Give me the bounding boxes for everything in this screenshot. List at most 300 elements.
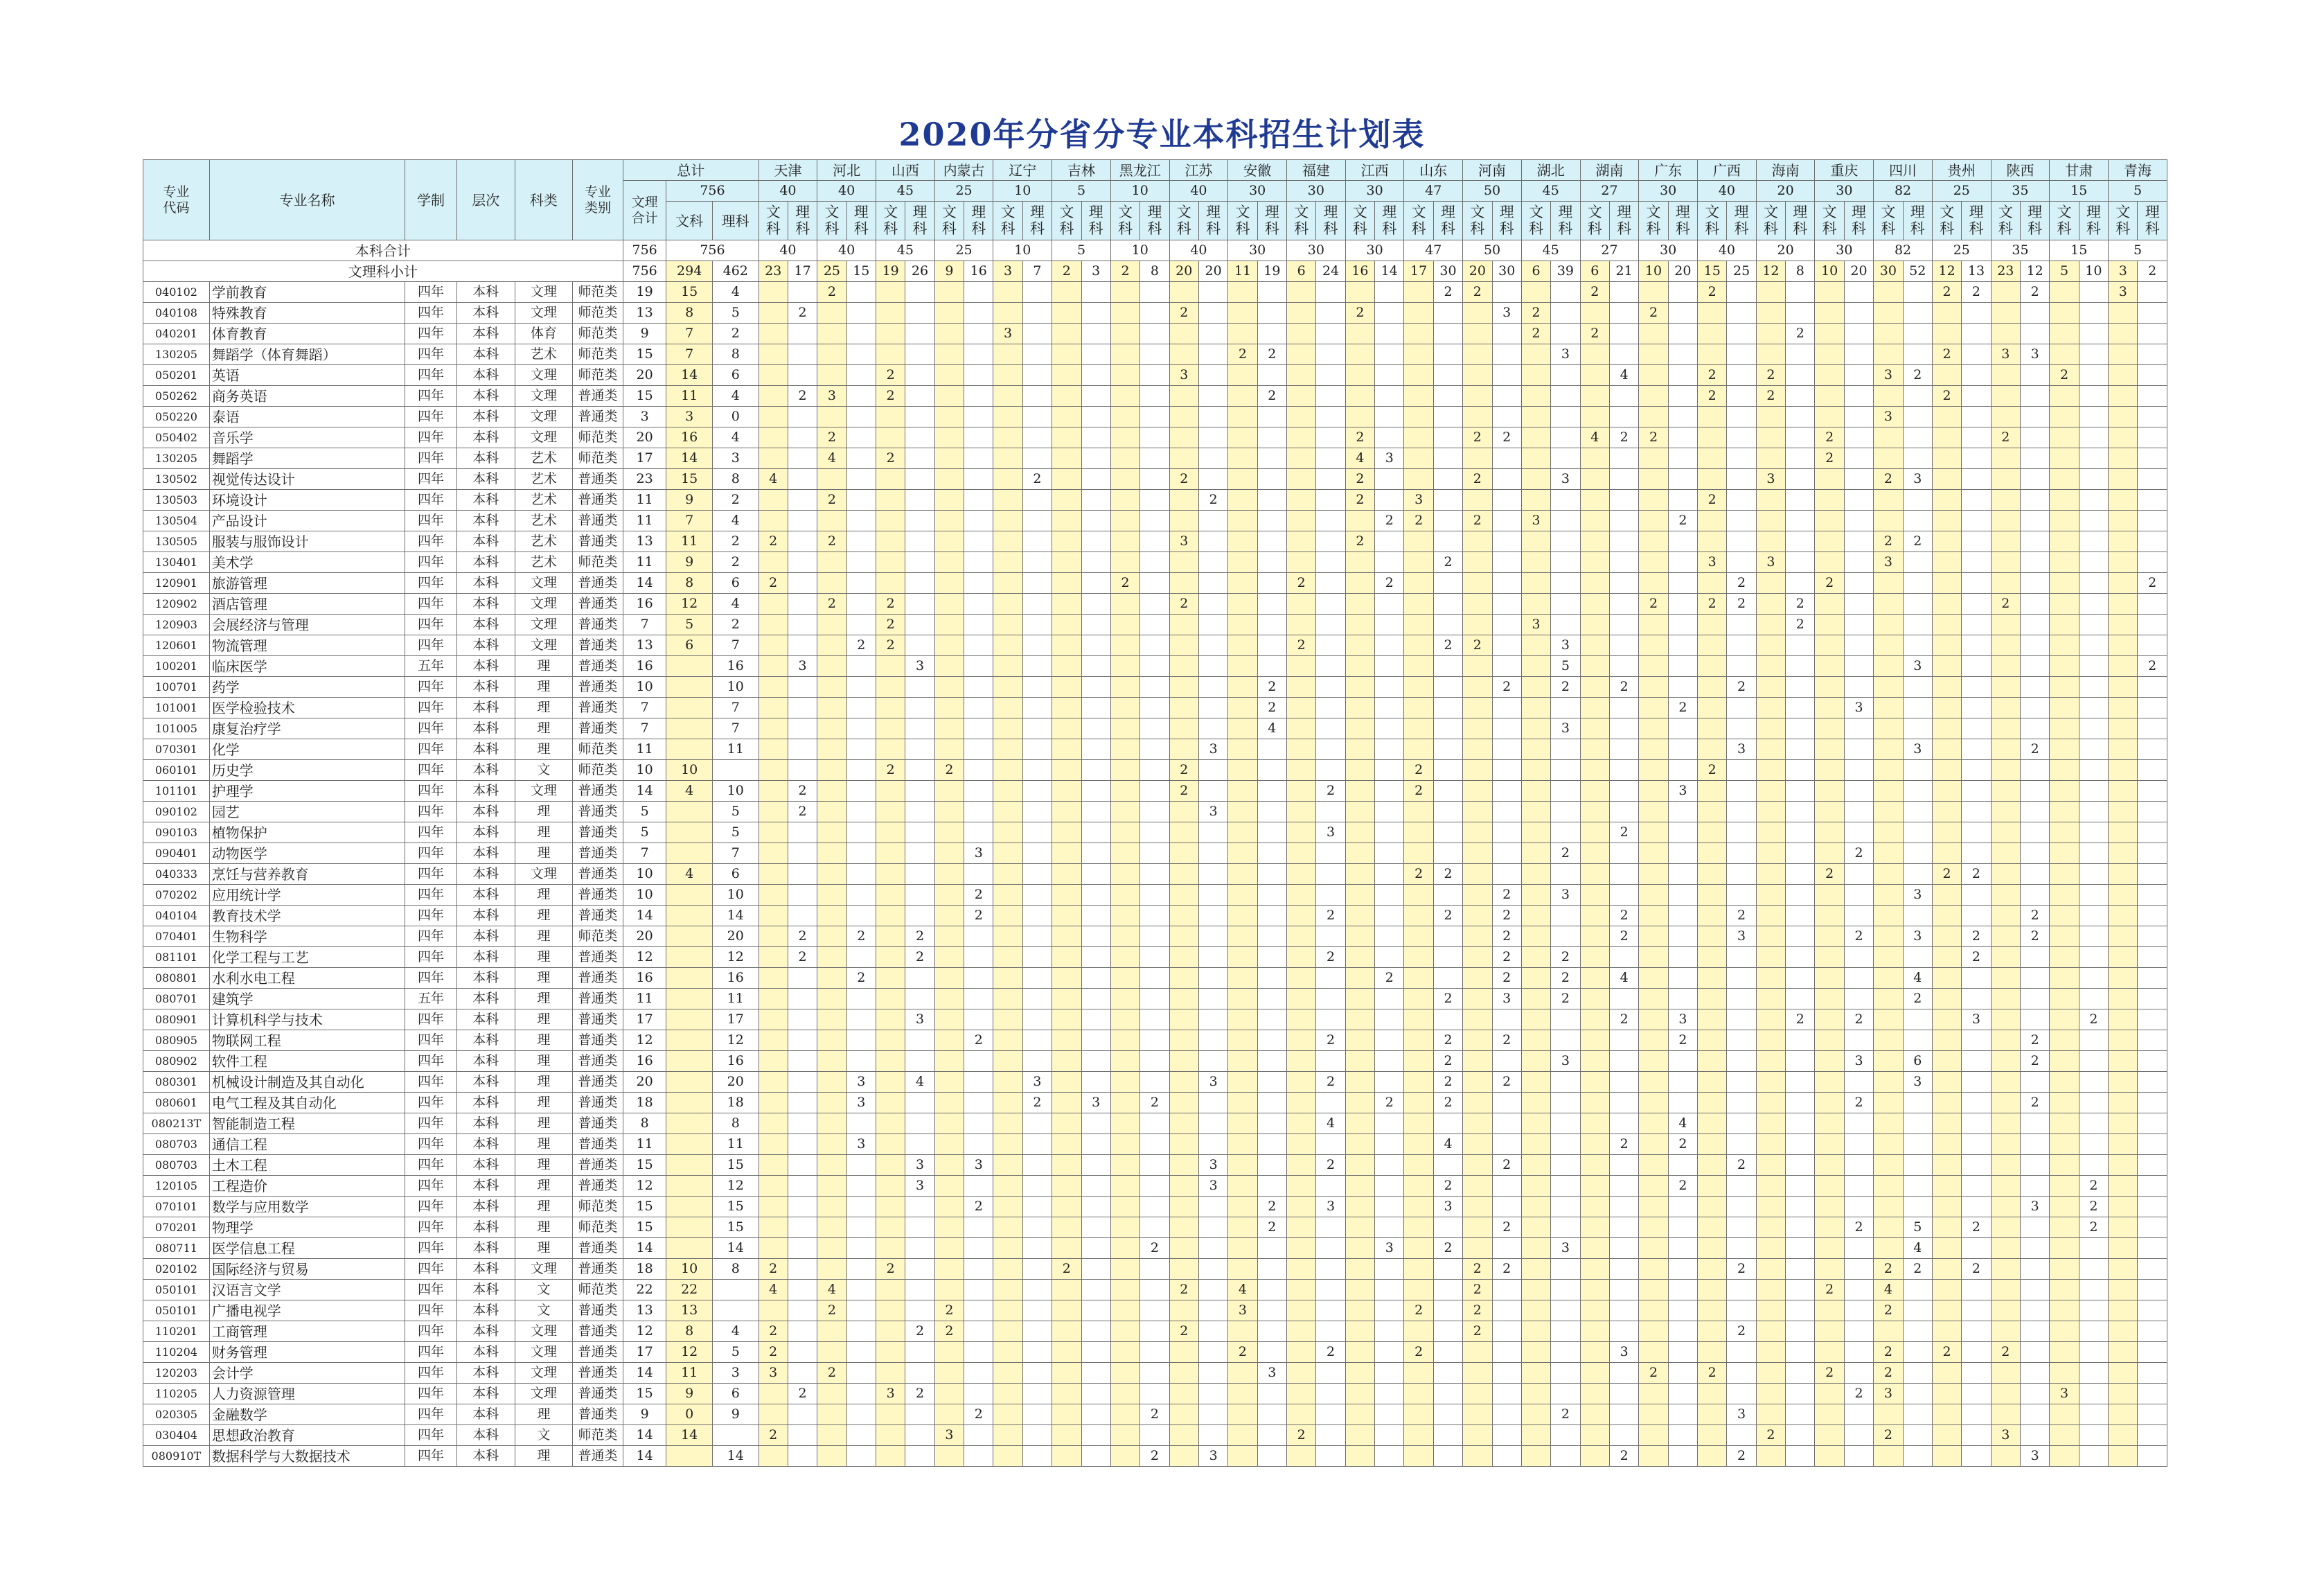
province-science-cell [1903, 1446, 1932, 1467]
major-name: 软件工程 [209, 1051, 405, 1072]
province-science-cell [1668, 531, 1697, 552]
province-science-cell [2021, 802, 2050, 822]
province-arts-cell [1932, 677, 1961, 698]
province-arts-cell [1874, 1134, 1903, 1155]
province-arts-cell [1052, 324, 1081, 344]
arts-total: 10 [666, 1259, 713, 1280]
province-science-cell [788, 365, 817, 386]
summary-province-arts: 6 [1580, 261, 1609, 282]
table-row [143, 1113, 2167, 1134]
province-arts-cell [1287, 1197, 1316, 1217]
province-science-cell [1786, 344, 1815, 365]
province-arts-cell [1228, 324, 1257, 344]
category: 普通类 [573, 1176, 623, 1197]
province-arts-cell [934, 968, 964, 989]
province-arts-cell [1991, 989, 2020, 1009]
province-science-cell [1903, 1093, 1932, 1113]
province-arts-cell [876, 573, 905, 594]
province-science-cell [964, 303, 993, 324]
province-science-cell [1668, 1425, 1697, 1446]
province-science-cell: 3 [788, 656, 817, 677]
province-science-cell [1022, 407, 1052, 427]
province-science-cell [1844, 1238, 1873, 1259]
province-science-cell [1433, 926, 1462, 947]
province-arts-cell [934, 739, 964, 760]
province-arts-cell [1580, 1342, 1609, 1363]
province-science-cell [1844, 1134, 1873, 1155]
province-science-cell [1081, 469, 1110, 490]
province-arts-cell [934, 864, 964, 885]
province-arts-cell [1345, 1446, 1374, 1467]
province-arts-cell [2109, 1321, 2138, 1342]
province-arts-cell [2109, 947, 2138, 968]
province-arts-cell [993, 1259, 1022, 1280]
science-total: 12 [712, 947, 759, 968]
province-science-cell [1962, 781, 1991, 802]
arts-total [666, 1176, 713, 1197]
province-science-cell [1140, 1363, 1169, 1384]
arts-total: 14 [666, 365, 713, 386]
province-arts-cell [993, 427, 1022, 448]
province-science-cell [1433, 407, 1462, 427]
province-science-cell [1198, 594, 1227, 615]
province-arts-cell [1404, 1363, 1433, 1384]
province-science-cell [1551, 822, 1580, 843]
combined-total: 7 [623, 718, 666, 739]
province-arts-cell [1228, 1238, 1257, 1259]
province-science-cell: 2 [1316, 947, 1345, 968]
province-science-cell [1786, 427, 1815, 448]
province-science-cell: 2 [1257, 677, 1286, 698]
province-science-cell [1844, 615, 1873, 635]
province-arts-cell [1815, 1300, 1844, 1321]
province-science-cell: 2 [1962, 947, 1991, 968]
province-arts-cell [1169, 656, 1198, 677]
province-science-cell [2138, 1384, 2167, 1404]
province-arts-cell [759, 1030, 788, 1051]
province-science-cell [1257, 365, 1286, 386]
province-science-cell [1609, 615, 1638, 635]
province-arts-cell [1698, 344, 1727, 365]
province-arts-cell [1874, 1051, 1903, 1072]
province-science-cell [1433, 698, 1462, 718]
province-science-cell [2079, 698, 2108, 718]
province-science-cell [1257, 989, 1286, 1009]
science-total [712, 760, 759, 781]
province-science-cell [788, 968, 817, 989]
province-science-cell [1962, 656, 1991, 677]
province-arts-cell [1052, 1176, 1081, 1197]
major-name: 医学信息工程 [209, 1238, 405, 1259]
major-name: 生物科学 [209, 926, 405, 947]
province-science-cell [2021, 656, 2050, 677]
province-arts-cell: 3 [1521, 615, 1550, 635]
province-science-cell [2021, 386, 2050, 407]
summary-province-total: 50 [1463, 240, 1522, 261]
province-science-cell [964, 926, 993, 947]
province-arts-cell: 2 [1815, 573, 1844, 594]
level: 本科 [456, 1093, 515, 1113]
province-arts-cell [759, 386, 788, 407]
province-arts-cell [934, 802, 964, 822]
province-science-cell: 3 [905, 1155, 934, 1176]
province-science-cell: 3 [1727, 1404, 1756, 1425]
arts-total: 7 [666, 324, 713, 344]
province-science-cell [1727, 1384, 1756, 1404]
province-science-cell [1786, 1072, 1815, 1093]
province-science-cell [2079, 531, 2108, 552]
table-row [143, 1176, 2167, 1197]
major-code: 050402 [143, 427, 210, 448]
province-arts-cell [1698, 781, 1727, 802]
province-science-cell [1140, 822, 1169, 843]
science-total: 15 [712, 1197, 759, 1217]
province-science-cell: 2 [1433, 282, 1462, 303]
province-science-cell: 2 [1844, 926, 1873, 947]
summary-province-total: 40 [1698, 240, 1757, 261]
province-science-cell [1844, 282, 1873, 303]
province-arts-cell [993, 926, 1022, 947]
province-arts-cell [1580, 1113, 1609, 1134]
province-arts-cell [1639, 989, 1668, 1009]
province-arts-cell [1639, 552, 1668, 573]
province-science-cell [1492, 1134, 1521, 1155]
province-arts-cell [759, 407, 788, 427]
province-science-cell [788, 427, 817, 448]
province-arts-cell [1580, 1030, 1609, 1051]
province-science-cell [1316, 926, 1345, 947]
province-science-cell [1609, 1363, 1638, 1384]
province-arts-cell: 2 [1991, 594, 2020, 615]
category: 师范类 [573, 552, 623, 573]
province-science-cell [846, 802, 876, 822]
province-science-cell [1903, 906, 1932, 926]
province-arts-cell [1991, 739, 2020, 760]
province-science-cell [1198, 760, 1227, 781]
province-arts-cell [1345, 1342, 1374, 1363]
province-arts-cell [1463, 906, 1492, 926]
province-science-cell [1551, 802, 1580, 822]
province-arts-cell [1815, 303, 1844, 324]
subject: 文理 [515, 427, 573, 448]
province-science-cell [1668, 344, 1697, 365]
province-arts-cell [1110, 802, 1139, 822]
header-province-name: 黑龙江 [1110, 160, 1169, 181]
province-science-cell [846, 511, 876, 531]
summary-province-arts: 12 [1932, 261, 1961, 282]
province-science-cell [1786, 1384, 1815, 1404]
province-arts-cell [934, 1280, 964, 1300]
province-arts-cell [1874, 427, 1903, 448]
science-total: 10 [712, 677, 759, 698]
level: 本科 [456, 1051, 515, 1072]
province-science-cell [1140, 552, 1169, 573]
province-arts-cell [876, 906, 905, 926]
province-science-cell [1257, 635, 1286, 656]
province-arts-cell [1228, 1425, 1257, 1446]
science-total: 9 [712, 1404, 759, 1425]
province-science-cell [1727, 1342, 1756, 1363]
province-arts-cell [1169, 1259, 1198, 1280]
province-arts-cell [1287, 1300, 1316, 1321]
province-arts-cell [1345, 760, 1374, 781]
province-science-cell [1903, 490, 1932, 511]
level: 本科 [456, 1363, 515, 1384]
province-science-cell [1962, 635, 1991, 656]
province-science-cell [1903, 1030, 1932, 1051]
province-arts-cell [2050, 531, 2079, 552]
province-arts-cell [934, 1113, 964, 1134]
province-arts-cell [1991, 718, 2020, 739]
province-arts-cell [1287, 739, 1316, 760]
province-arts-cell [1756, 1404, 1785, 1425]
province-arts-cell [2050, 656, 2079, 677]
province-arts-cell [2109, 781, 2138, 802]
duration: 四年 [405, 864, 457, 885]
arts-total: 6 [666, 635, 713, 656]
province-science-cell [788, 1238, 817, 1259]
province-arts-cell [1580, 656, 1609, 677]
province-arts-cell [1991, 1009, 2020, 1030]
province-arts-cell [817, 615, 846, 635]
province-science-cell [1668, 1197, 1697, 1217]
province-science-cell [1609, 739, 1638, 760]
province-science-cell [1844, 1363, 1873, 1384]
province-arts-cell: 2 [1874, 1363, 1903, 1384]
province-arts-cell [1110, 386, 1139, 407]
province-science-cell [1140, 303, 1169, 324]
province-arts-cell [1932, 1009, 1961, 1030]
province-arts-cell [1287, 303, 1316, 324]
province-science-cell [1609, 802, 1638, 822]
province-arts-cell [2109, 1113, 2138, 1134]
province-arts-cell [1345, 1238, 1374, 1259]
province-arts-cell [1110, 1425, 1139, 1446]
province-science-cell [846, 843, 876, 864]
province-science-cell [1668, 656, 1697, 677]
header-province-arts: 文 科 [934, 202, 964, 240]
province-science-cell [964, 1238, 993, 1259]
province-science-cell [1081, 1051, 1110, 1072]
province-science-cell [1609, 531, 1638, 552]
province-arts-cell [1345, 989, 1374, 1009]
duration: 四年 [405, 594, 457, 615]
duration: 四年 [405, 822, 457, 843]
province-science-cell [1844, 1425, 1873, 1446]
province-science-cell [1786, 531, 1815, 552]
province-arts-cell [1756, 490, 1785, 511]
province-science-cell: 3 [1198, 1155, 1227, 1176]
province-arts-cell [1815, 802, 1844, 822]
province-arts-cell [1991, 303, 2020, 324]
province-arts-cell [993, 906, 1022, 926]
province-science-cell [1844, 407, 1873, 427]
province-science-cell [1316, 968, 1345, 989]
summary-province-science: 17 [788, 261, 817, 282]
province-arts-cell [759, 1300, 788, 1321]
province-science-cell: 2 [1962, 1217, 1991, 1238]
province-science-cell [1962, 615, 1991, 635]
major-name: 植物保护 [209, 822, 405, 843]
province-science-cell [1844, 635, 1873, 656]
subject: 理 [515, 947, 573, 968]
province-arts-cell [1404, 531, 1433, 552]
level: 本科 [456, 906, 515, 926]
province-arts-cell [1110, 1321, 1139, 1342]
province-science-cell: 2 [1257, 698, 1286, 718]
level: 本科 [456, 1321, 515, 1342]
province-arts-cell [759, 1404, 788, 1425]
province-arts-cell: 2 [1874, 1425, 1903, 1446]
province-science-cell: 2 [1022, 1093, 1052, 1113]
province-science-cell [1022, 282, 1052, 303]
province-science-cell [846, 552, 876, 573]
province-arts-cell [1287, 1238, 1316, 1259]
province-science-cell [964, 1384, 993, 1404]
province-science-cell [1081, 324, 1110, 344]
province-arts-cell [934, 282, 964, 303]
province-arts-cell: 2 [1228, 1342, 1257, 1363]
province-arts-cell: 2 [1698, 1363, 1727, 1384]
province-science-cell [1727, 864, 1756, 885]
province-arts-cell [1521, 760, 1550, 781]
province-science-cell: 3 [905, 1176, 934, 1197]
province-arts-cell [1228, 386, 1257, 407]
province-arts-cell [1228, 947, 1257, 968]
province-arts-cell: 2 [1639, 303, 1668, 324]
province-arts-cell [759, 781, 788, 802]
province-arts-cell [1521, 344, 1550, 365]
province-science-cell [1375, 615, 1404, 635]
province-arts-cell: 2 [1345, 303, 1374, 324]
province-science-cell [1433, 739, 1462, 760]
province-arts-cell [1815, 1321, 1844, 1342]
duration: 四年 [405, 573, 457, 594]
province-science-cell [1198, 344, 1227, 365]
major-name: 水利水电工程 [209, 968, 405, 989]
province-science-cell [1727, 1238, 1756, 1259]
province-arts-cell [1756, 1134, 1785, 1155]
province-arts-cell [1228, 490, 1257, 511]
province-science-cell [1727, 781, 1756, 802]
province-arts-cell [1874, 843, 1903, 864]
arts-total [666, 843, 713, 864]
level: 本科 [456, 407, 515, 427]
province-arts-cell [2109, 303, 2138, 324]
summary-province-arts: 3 [2109, 261, 2138, 282]
province-arts-cell [2109, 427, 2138, 448]
province-arts-cell [1756, 989, 1785, 1009]
province-arts-cell [759, 282, 788, 303]
province-science-cell [2138, 344, 2167, 365]
major-name: 产品设计 [209, 511, 405, 531]
province-arts-cell [759, 427, 788, 448]
province-arts-cell [2050, 906, 2079, 926]
province-arts-cell [1639, 1051, 1668, 1072]
province-arts-cell [1463, 365, 1492, 386]
province-arts-cell [1287, 864, 1316, 885]
province-arts-cell [1169, 1113, 1198, 1134]
arts-total: 15 [666, 282, 713, 303]
province-science-cell [1022, 1404, 1052, 1425]
province-arts-cell [934, 344, 964, 365]
level: 本科 [456, 1300, 515, 1321]
arts-total [666, 1155, 713, 1176]
header-subject: 科类 [515, 160, 573, 240]
province-arts-cell [934, 531, 964, 552]
summary-province-science: 3 [1081, 261, 1110, 282]
province-science-cell [788, 1259, 817, 1280]
summary-province-arts: 12 [1756, 261, 1785, 282]
province-arts-cell [1580, 989, 1609, 1009]
province-science-cell [2079, 1300, 2108, 1321]
province-science-cell [1668, 573, 1697, 594]
province-arts-cell [1698, 324, 1727, 344]
province-science-cell [788, 1280, 817, 1300]
province-arts-cell [1580, 1363, 1609, 1384]
province-science-cell [2021, 698, 2050, 718]
province-arts-cell [1110, 1009, 1139, 1030]
province-arts-cell [759, 718, 788, 739]
province-science-cell: 4 [905, 1072, 934, 1093]
province-science-cell [1433, 469, 1462, 490]
province-science-cell: 2 [2021, 282, 2050, 303]
province-science-cell [1433, 594, 1462, 615]
province-science-cell [1844, 822, 1873, 843]
province-arts-cell [2050, 344, 2079, 365]
province-science-cell [1492, 1051, 1521, 1072]
province-arts-cell [1345, 344, 1374, 365]
province-science-cell [1140, 386, 1169, 407]
province-science-cell [1609, 407, 1638, 427]
header-province-total: 25 [1932, 181, 1991, 202]
province-science-cell: 2 [1668, 698, 1697, 718]
province-arts-cell [1991, 1134, 2020, 1155]
province-arts-cell [2050, 781, 2079, 802]
province-arts-cell [993, 1238, 1022, 1259]
province-science-cell [2138, 926, 2167, 947]
province-science-cell [1609, 1051, 1638, 1072]
province-science-cell [2079, 1425, 2108, 1446]
province-arts-cell [934, 822, 964, 843]
province-arts-cell [1110, 1342, 1139, 1363]
province-arts-cell [1463, 1093, 1492, 1113]
province-arts-cell [2109, 1030, 2138, 1051]
header-province-total: 40 [1169, 181, 1228, 202]
province-science-cell: 4 [1668, 1113, 1697, 1134]
province-arts-cell [1932, 1321, 1961, 1342]
province-arts-cell [876, 885, 905, 906]
province-arts-cell [1874, 594, 1903, 615]
province-science-cell [964, 1446, 993, 1467]
combined-total: 11 [623, 490, 666, 511]
province-arts-cell [1932, 989, 1961, 1009]
combined-total: 10 [623, 760, 666, 781]
major-code: 101005 [143, 718, 210, 739]
major-name: 金融数学 [209, 1404, 405, 1425]
province-science-cell [2079, 1093, 2108, 1113]
province-arts-cell [2050, 1321, 2079, 1342]
province-arts-cell [1404, 1072, 1433, 1093]
combined-total: 12 [623, 1030, 666, 1051]
province-arts-cell [934, 365, 964, 386]
province-science-cell [1257, 1404, 1286, 1425]
province-science-cell [788, 469, 817, 490]
province-science-cell [2021, 573, 2050, 594]
province-science-cell: 2 [1844, 1217, 1873, 1238]
province-arts-cell [1404, 386, 1433, 407]
province-science-cell [1081, 552, 1110, 573]
